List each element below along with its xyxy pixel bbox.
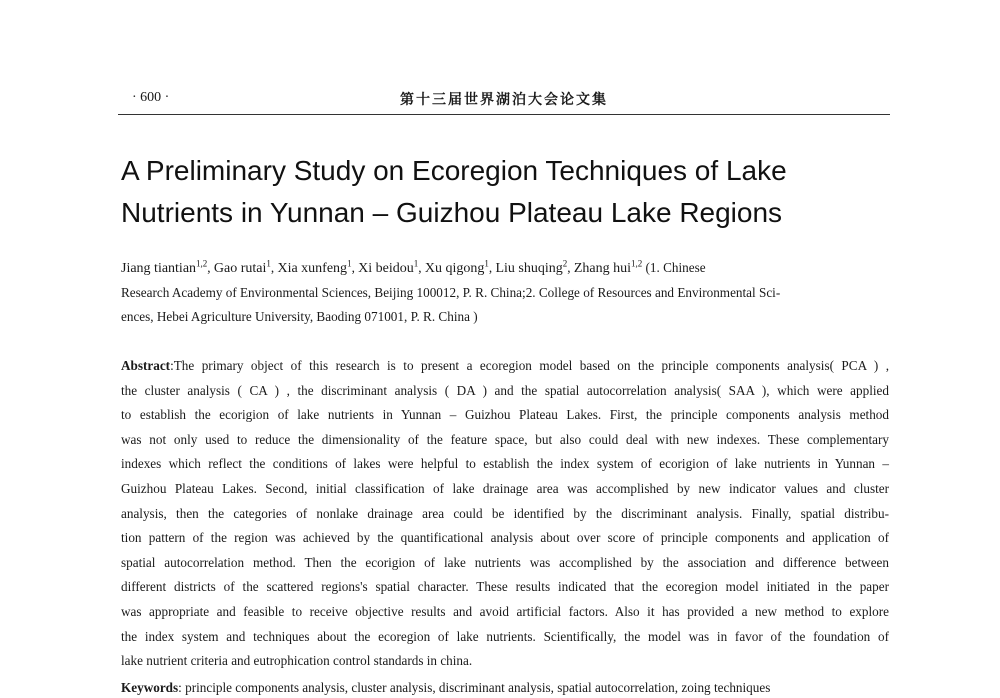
abstract-line: the cluster analysis ( CA ) , the discriminant analysis ( DA ) and the spatial autocorrelation analysis( SAA ), which were applied — [121, 382, 889, 398]
author-name: Jiang tiantian — [121, 261, 197, 276]
abstract-line: lake nutrient criteria and eutrophication control standards in china. — [121, 653, 473, 669]
keywords-label: Keywords — [121, 680, 179, 695]
keywords — [121, 678, 889, 698]
abstract-text: :The primary object of this research is to present a ecoregion model based on the principle components analysis( PCA ) , — [170, 358, 889, 373]
title-line-1: A Preliminary Study on Ecoregion Techniques of Lake — [121, 155, 787, 186]
abstract-line: was not only used to reduce the dimensionality of the feature space, but also could deal with new indexes. These complementary — [121, 431, 889, 447]
abstract-line — [121, 354, 889, 379]
author-affiliation-mark: 1 — [347, 258, 352, 269]
author-name: Zhang hui — [573, 261, 631, 276]
author-affiliation-mark: 1,2 — [196, 258, 208, 269]
affiliation-line-3: ences, Hebei Agriculture University, Baoding 071001, P. R. China ) — [121, 309, 478, 324]
abstract — [121, 354, 889, 674]
paper-title — [121, 150, 901, 234]
abstract-line: analysis, then the categories of nonlake drainage area could be identified by the discriminant analysis. Finally, spatial distribu- — [121, 505, 889, 521]
abstract-line: was appropriate and feasible to receive objective results and avoid artificial factors. Also it has provided a new method to explore — [121, 603, 889, 619]
author-name: Liu shuqing — [495, 261, 563, 276]
title-line-2: Nutrients in Yunnan – Guizhou Plateau Lake Regions — [121, 197, 783, 228]
author-name: Xia xunfeng — [277, 261, 348, 276]
author-block — [121, 256, 889, 329]
journal-title: 第十三届世界湖泊大会论文集 — [400, 92, 608, 108]
author-affiliation-mark: 2 — [562, 258, 568, 269]
abstract-line: to establish the ecorigion of lake nutrients in Yunnan – Guizhou Plateau Lakes. First, the principle components analysis method — [121, 407, 889, 423]
author-line-1: Jiang tiantian$^{1,2}$, Gao rutai$^1$, Xia xunfeng$^1$, Xi beidou$^1$, Xu qigong$^1$, Liu shuqing$^2$, Zhang hui$^{1,2}$ (1. Chinese — [121, 258, 706, 276]
keywords-text: : principle components analysis, cluster analysis, discriminant analysis, spatial autocorrelation, zoing techniques — [178, 680, 771, 695]
abstract-line: different districts of the scattered regions's spatial character. These results indicated that the ecoregion model initiated in the paper — [121, 579, 889, 595]
abstract-line: the index system and techniques about the ecoregion of lake nutrients. Scientifically, the model was in favor of the foundation of — [121, 628, 889, 644]
abstract-line: tion pattern of the region was achieved by the quantificational analysis about over score of principle components and application of — [121, 530, 889, 546]
author-affiliation-mark: 1 — [413, 258, 419, 269]
affiliation-line-2: Research Academy of Environmental Sciences, Beijing 100012, P. R. China;2. College of Resources and Environmental Sci- — [121, 285, 781, 300]
author-affiliation-mark: 1 — [266, 258, 271, 269]
author-name: Xu qigong — [424, 261, 485, 276]
abstract-label: Abstract — [121, 358, 171, 373]
running-header — [118, 88, 890, 115]
author-name: Gao rutai — [213, 261, 267, 276]
abstract-line: spatial autocorrelation method. Then the ecorigion of lake nutrients was accomplished by the association and difference between — [121, 554, 889, 570]
affiliation-start: (1. Chinese — [645, 260, 706, 275]
author-name: Xi beidou — [358, 261, 414, 276]
abstract-line: indexes which reflect the conditions of lakes were helpful to establish the index system of ecorigion of lake nutrients in Yunnan – — [121, 456, 889, 472]
page-number: · 600 · — [132, 90, 170, 105]
abstract-line: Guizhou Plateau Lakes. Second, initial classification of lake drainage area was accomplished by new indicator values and cluster — [121, 480, 889, 496]
author-affiliation-mark: 1 — [484, 258, 489, 269]
author-affiliation-mark: 1,2 — [630, 258, 643, 269]
